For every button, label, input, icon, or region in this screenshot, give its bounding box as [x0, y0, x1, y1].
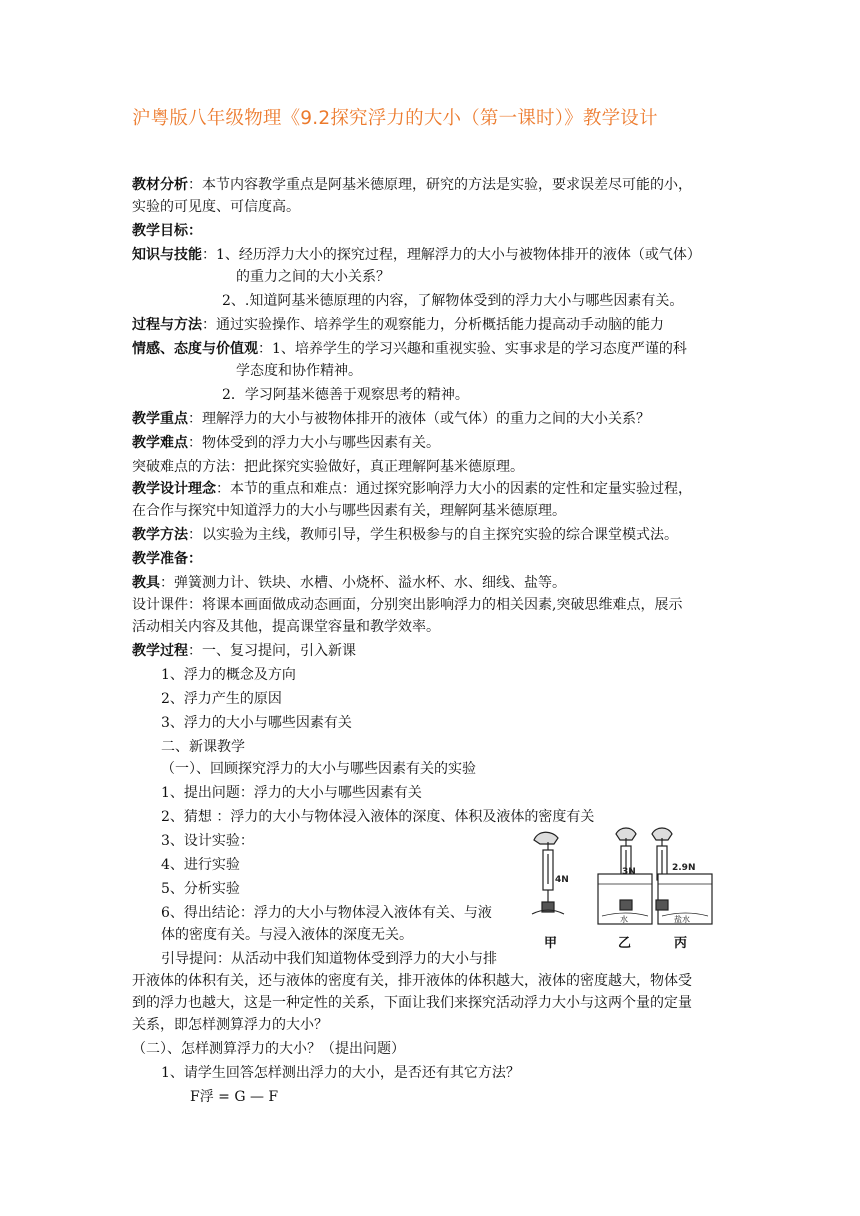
keypoint-label: 教学重点 — [132, 411, 188, 427]
part2-heading: （二）、怎样测算浮力的大小？（提出问题） — [132, 1041, 405, 1057]
emotion-label: 情感、态度与价值观 — [132, 341, 258, 357]
conclusion-line-2: 体的密度有关。与浸入液体的深度无关。 — [161, 927, 413, 943]
review-item-3: 3、浮力的大小与哪些因素有关 — [161, 715, 352, 731]
reading-yi: 3N — [622, 867, 636, 877]
step-3: 3、设计实验： — [161, 833, 254, 849]
setup-jia — [532, 832, 564, 914]
step-5: 5、分析实验 — [161, 881, 240, 897]
emotion-line-2: 学态度和协作精神。 — [236, 363, 362, 379]
buoyancy-formula: F浮 = G — F — [190, 1089, 279, 1105]
method-label: 教学方法 — [132, 527, 188, 543]
procedure-label: 教学过程 — [132, 643, 188, 659]
courseware-line-2: 活动相关内容及其他，提高课堂容量和教学效率。 — [132, 619, 440, 635]
process-line — [132, 314, 664, 336]
breakthrough-line: 突破难点的方法：把此探究实验做好，真正理解阿基米德原理。 — [132, 459, 524, 475]
new-lesson-heading: 二、新课教学 — [161, 739, 245, 755]
procedure-text: ：一、复习提问，引入新课 — [188, 643, 356, 659]
concept-line-1 — [132, 478, 692, 500]
keypoint-line — [132, 408, 650, 430]
setup-bing — [652, 828, 712, 924]
courseware-line-1: 设计课件：将课本画面做成动态画面，分别突出影响浮力的相关因素,突破思维难点，展示 — [132, 597, 683, 613]
question-1: 1、请学生回答怎样测出浮力的大小，是否还有其它方法？ — [161, 1065, 520, 1081]
guide-line-2: 开液体的体积有关，还与液体的密度有关，排开液体的体积越大，液体的密度越大，物体受 — [132, 973, 692, 989]
part1-heading: （一）、回顾探究浮力的大小与哪些因素有关的实验 — [161, 761, 476, 777]
goals-heading: 教学目标： — [132, 223, 202, 239]
knowledge-line-1 — [132, 244, 701, 266]
process-text: ：通过实验操作、培养学生的观察能力，分析概括能力提高动手动脑的能力 — [202, 317, 664, 333]
tools-line — [132, 572, 566, 594]
difficulty-line — [132, 432, 440, 454]
liquid-saltwater: 盐水 — [674, 915, 690, 924]
process-label: 过程与方法 — [132, 317, 202, 333]
keypoint-text: ：理解浮力的大小与被物体排开的液体（或气体）的重力之间的大小关系？ — [188, 411, 650, 427]
procedure-line — [132, 640, 356, 662]
analysis-line-2: 实验的可见度、可信度高。 — [132, 199, 300, 215]
reading-bing: 2.9N — [672, 863, 696, 873]
guide-line-4: 关系，即怎样测算浮力的大小？ — [132, 1017, 328, 1033]
method-text: ：以实验为主线，教师引导，学生积极参与的自主探究实验的综合课堂模式法。 — [188, 527, 678, 543]
knowledge-line-2: 的重力之间的大小关系？ — [236, 269, 390, 285]
method-line — [132, 524, 678, 546]
document-title: 沪粤版八年级物理《9.2探究浮力的大小（第一课时）》教学设计 — [132, 108, 658, 129]
emotion-line-3: 2．学习阿基米德善于观察思考的精神。 — [222, 387, 469, 403]
knowledge-text: ：1、经历浮力大小的探究过程，理解浮力的大小与被物体排开的液体（或气体） — [202, 247, 701, 263]
analysis-line-1 — [132, 174, 692, 196]
review-item-1: 1、浮力的概念及方向 — [161, 667, 296, 683]
review-item-2: 2、浮力产生的原因 — [161, 691, 282, 707]
analysis-text: ：本节内容教学重点是阿基米德原理，研究的方法是实验，要求误差尽可能的小， — [188, 177, 692, 193]
guide-line-1: 引导提问：从活动中我们知道物体受到浮力的大小与排 — [161, 951, 497, 967]
step-2: 2、猜想 ：浮力的大小与物体浸入液体的深度、体积及液体的密度有关 — [161, 809, 595, 825]
label-yi: 乙 — [618, 936, 632, 951]
step-1: 1、提出问题：浮力的大小与哪些因素有关 — [161, 785, 422, 801]
tools-text: ：弹簧测力计、铁块、水槽、小烧杯、溢水杯、水、细线、盐等。 — [160, 575, 566, 591]
experiment-illustration — [522, 826, 734, 932]
tools-label: 教具 — [132, 575, 160, 591]
difficulty-label: 教学难点 — [132, 435, 188, 451]
liquid-water: 水 — [620, 915, 628, 924]
guide-line-3: 到的浮力也越大，这是一种定性的关系，下面让我们来探究活动浮力大小与这两个量的定量 — [132, 995, 692, 1011]
reading-jia: 4N — [555, 875, 569, 885]
label-bing: 丙 — [674, 936, 688, 951]
concept-line-2: 在合作与探究中知道浮力的大小与哪些因素有关，理解阿基米德原理。 — [132, 503, 566, 519]
experiment-figure — [522, 826, 734, 950]
step-4: 4、进行实验 — [161, 857, 240, 873]
label-jia: 甲 — [544, 936, 558, 951]
concept-text: ：本节的重点和难点：通过探究影响浮力大小的因素的定性和定量实验过程， — [216, 481, 692, 497]
analysis-label: 教材分析 — [132, 177, 188, 193]
conclusion-line-1: 6、得出结论：浮力的大小与物体浸入液体有关、与液 — [161, 905, 492, 921]
knowledge-label: 知识与技能 — [132, 247, 202, 263]
difficulty-text: ：物体受到的浮力大小与哪些因素有关。 — [188, 435, 440, 451]
emotion-text: ：1、培养学生的学习兴趣和重视实验、实事求是的学习态度严谨的科 — [258, 341, 687, 357]
knowledge-line-3: 2、.知道阿基米德原理的内容，了解物体受到的浮力大小与哪些因素有关。 — [222, 293, 684, 309]
concept-label: 教学设计理念 — [132, 481, 216, 497]
emotion-line-1 — [132, 338, 687, 360]
prep-heading: 教学准备： — [132, 551, 202, 567]
